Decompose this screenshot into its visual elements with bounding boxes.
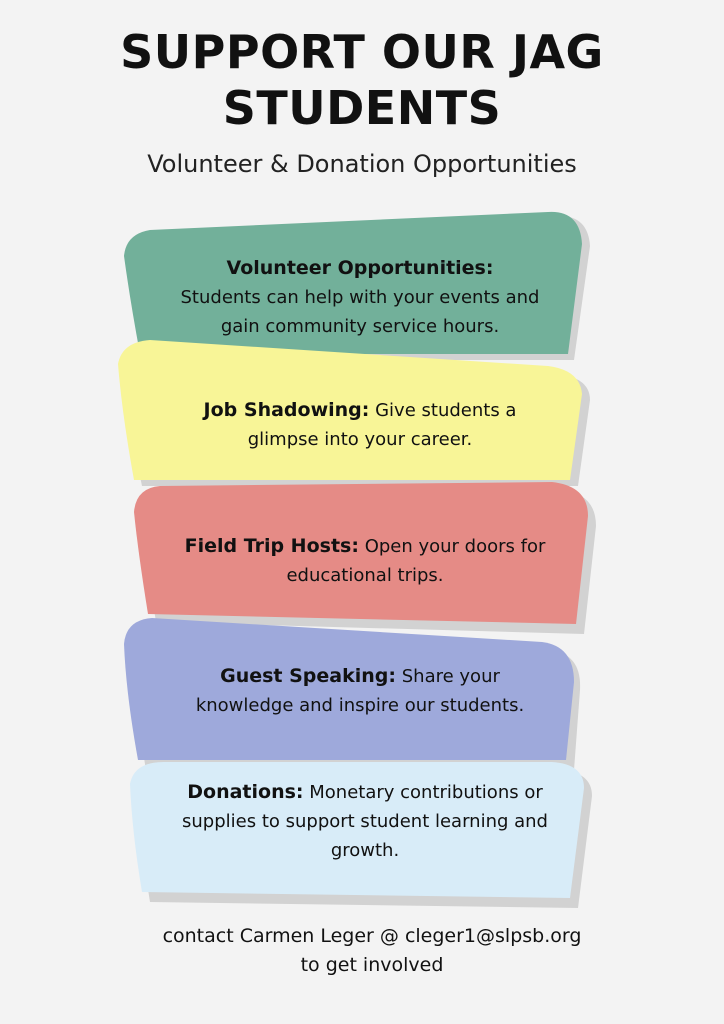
- card-guest-speaking: [180, 662, 540, 720]
- card-job-shadowing-body: Give students a glimpse into your career.: [247, 400, 517, 450]
- card-donations: [180, 778, 550, 865]
- card-guest-speaking-heading: Guest Speaking:: [220, 665, 396, 687]
- card-field-trip-heading: Field Trip Hosts:: [184, 535, 359, 557]
- card-job-shadowing-heading: Job Shadowing:: [203, 399, 370, 421]
- contact-line-1: contact Carmen Leger @ cleger1@slpsb.org: [162, 925, 582, 947]
- card-job-shadowing: [180, 396, 540, 454]
- card-volunteer-heading: Volunteer Opportunities:: [226, 257, 494, 279]
- card-volunteer: [160, 254, 560, 341]
- card-field-trip-body: Open your doors for educational trips.: [286, 536, 546, 586]
- card-field-trip: [180, 532, 550, 590]
- contact-info: [0, 922, 724, 980]
- card-donations-body: Monetary contributions or supplies to support student learning and growth.: [182, 782, 548, 861]
- page-title-line-1: SUPPORT OUR JAG: [120, 25, 604, 79]
- card-guest-speaking-body: Share your knowledge and inspire our students.: [195, 666, 525, 716]
- page-subtitle: Volunteer & Donation Opportunities: [147, 150, 577, 178]
- card-volunteer-body: Students can help with your events and gain community service hours.: [180, 287, 540, 337]
- card-donations-heading: Donations:: [187, 781, 304, 803]
- page-title-line-2: STUDENTS: [222, 81, 502, 135]
- contact-line-2: to get involved: [300, 954, 444, 976]
